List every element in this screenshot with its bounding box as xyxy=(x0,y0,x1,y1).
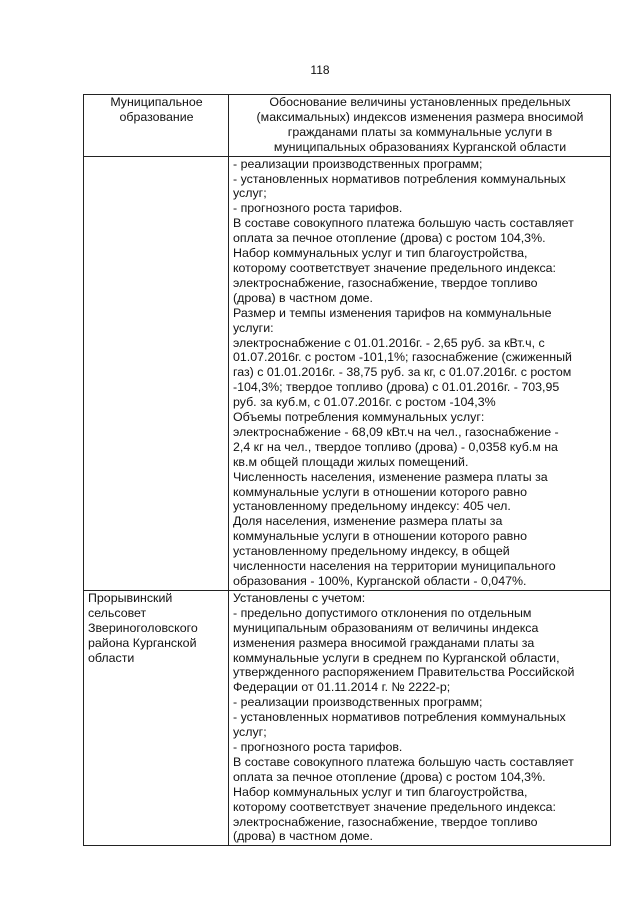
text-line: В составе совокупного платежа большую часть составляет xyxy=(233,216,574,231)
text-line: услуг; xyxy=(233,725,267,740)
text-line: руб. за куб.м, с 01.07.2016г. с ростом -104,3% xyxy=(233,395,496,410)
header-justification-line: муниципальных образованиях Курганской области xyxy=(273,139,567,154)
header-justification xyxy=(229,95,611,157)
text-line: Объемы потребления коммунальных услуг: xyxy=(233,410,485,425)
text-line: Набор коммунальных услуг и тип благоустройства, xyxy=(233,784,528,799)
text-line: муниципальным образованиям от величины индекса xyxy=(233,620,539,635)
text-line: кв.м общей площади жилых помещений. xyxy=(233,454,469,469)
justification-cell xyxy=(229,156,611,590)
text-line: оплата за печное отопление (дрова) с ростом 104,3%. xyxy=(233,769,546,784)
text-line: коммунальные услуги в отношении которого равно xyxy=(233,529,527,544)
text-line: оплата за печное отопление (дрова) с ростом 104,3%. xyxy=(233,231,546,246)
text-line: сельсовет xyxy=(88,605,147,620)
text-line: Численность населения, изменение размера платы за xyxy=(233,469,548,484)
text-line: -104,3%; твердое топливо (дрова) с 01.01.2016г. - 703,95 xyxy=(233,380,560,395)
text-line: Звериноголовского xyxy=(88,620,198,635)
text-line: - реализации производственных программ; xyxy=(233,156,483,171)
header-justification-line: (максимальных) индексов изменения размера вносимой xyxy=(256,109,584,124)
text-line: - прогнозного роста тарифов. xyxy=(233,201,403,216)
text-line: электроснабжение - 68,09 кВт.ч на чел., газоснабжение - xyxy=(233,424,559,439)
text-line: Установлены с учетом: xyxy=(233,590,366,605)
text-line: области xyxy=(88,650,135,665)
text-line: электроснабжение, газоснабжение, твердое топливо xyxy=(233,275,538,290)
text-line: коммунальные услуги в среднем по Курганской области, xyxy=(233,650,560,665)
text-line: В составе совокупного платежа большую часть составляет xyxy=(233,754,574,769)
text-line: Доля населения, изменение размера платы за xyxy=(233,514,503,529)
text-line: Размер и темпы изменения тарифов на коммунальные xyxy=(233,305,552,320)
text-line: Прорывинский xyxy=(88,590,173,605)
text-line: образования - 100%, Курганской области - 0,047%. xyxy=(233,574,527,588)
text-line: электроснабжение, газоснабжение, твердое топливо xyxy=(233,814,538,829)
text-line: численности населения на территории муниципального xyxy=(233,559,556,574)
text-line: - установленных нормативов потребления коммунальных xyxy=(233,710,566,725)
municipality-cell xyxy=(84,590,229,845)
text-line: Набор коммунальных услуг и тип благоустройства, xyxy=(233,246,528,261)
header-justification-line: Обоснование величины установленных предельных xyxy=(269,95,571,109)
text-line: услуг; xyxy=(233,186,267,201)
tariff-justification-table xyxy=(83,94,611,846)
text-line: изменения размера вносимой гражданами платы за xyxy=(233,635,535,650)
text-line: (дрова) в частном доме. xyxy=(233,829,373,844)
text-line: установленному предельному индексу: 405 чел. xyxy=(233,499,511,514)
text-line: услуги: xyxy=(233,320,274,335)
text-line: (дрова) в частном доме. xyxy=(233,290,373,305)
justification-cell xyxy=(229,590,611,845)
text-line: газ) с 01.01.2016г. - 38,75 руб. за кг, с 01.07.2016г. с ростом xyxy=(233,365,572,380)
text-line: - установленных нормативов потребления коммунальных xyxy=(233,171,566,186)
text-line: 2,4 кг на чел., твердое топливо (дрова) - 0,0358 куб.м на xyxy=(233,439,558,454)
header-justification-line: гражданами платы за коммунальные услуги в xyxy=(287,124,553,139)
text-line: которому соответствует значение предельного индекса: xyxy=(233,799,556,814)
municipality-cell xyxy=(84,156,229,590)
header-municipality-line: Муниципальное xyxy=(110,95,203,109)
header-municipality-line: образование xyxy=(119,109,194,124)
text-line: - прогнозного роста тарифов. xyxy=(233,739,403,754)
text-line: - предельно допустимого отклонения по отдельным xyxy=(233,605,532,620)
text-line: - реализации производственных программ; xyxy=(233,695,483,710)
text-line: установленному предельному индексу, в общей xyxy=(233,544,510,559)
table-row xyxy=(84,156,611,590)
text-line: района Курганской xyxy=(88,635,197,650)
text-line: 01.07.2016г. с ростом -101,1%; газоснабжение (сжиженный xyxy=(233,350,572,365)
text-line: коммунальные услуги в отношении которого равно xyxy=(233,484,527,499)
page-number: 118 xyxy=(310,63,330,77)
text-line: утвержденного распоряжением Правительства Российской xyxy=(233,665,575,680)
table-row xyxy=(84,590,611,845)
table-header-row xyxy=(84,95,611,157)
text-line: которому соответствует значение предельного индекса: xyxy=(233,260,556,275)
text-line: Федерации от 01.11.2014 г. № 2222-р; xyxy=(233,680,451,695)
text-line: электроснабжение с 01.01.2016г. - 2,65 руб. за кВт.ч, с xyxy=(233,335,545,350)
header-municipality xyxy=(84,95,229,157)
